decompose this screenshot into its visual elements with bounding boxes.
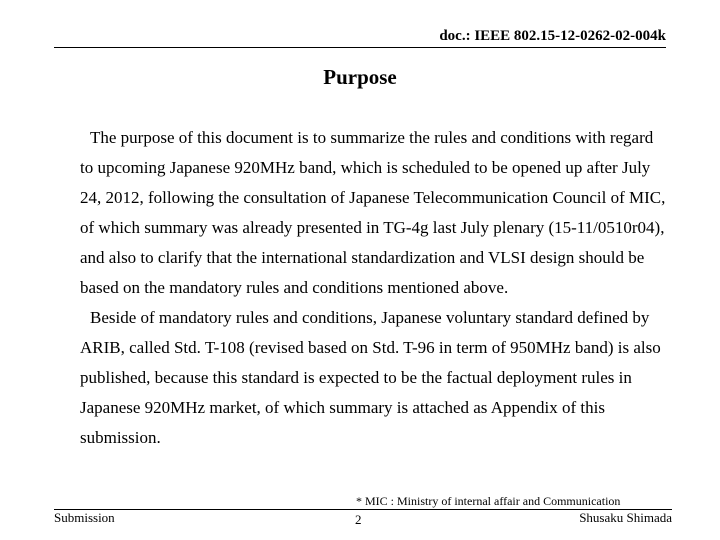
- document-id: doc.: IEEE 802.15-12-0262-02-004k: [439, 28, 666, 44]
- body-text: [80, 123, 670, 453]
- slide-title: Purpose: [323, 65, 397, 89]
- footnote: * MIC : Ministry of internal affair and Communication: [356, 494, 621, 508]
- page-number: 2: [355, 512, 362, 527]
- paragraph-arib-standard: Beside of mandatory rules and conditions, Japanese voluntary standard defined by ARIB, called Std. T-108 (revised based on Std. T-96 in term of 950MHz band) is also published, because this standard is expected to be the factual deployment rules in Japanese 920MHz market, of which summary is attached as Appendix of this submission.: [80, 308, 661, 447]
- header-divider: [54, 47, 666, 48]
- footer-author: Shusaku Shimada: [579, 510, 672, 525]
- footer-submission-label: Submission: [54, 510, 115, 525]
- paragraph-purpose: The purpose of this document is to summarize the rules and conditions with regard to upcoming Japanese 920MHz band, which is scheduled to be opened up after July 24, 2012, following the consultation of Japanese Telecommunication Council of MIC, of which summary was already presented in TG-4g last July plenary (15-11/0510r04), and also to clarify that the international standardization and VLSI design should be based on the mandatory rules and conditions mentioned above.: [80, 128, 666, 297]
